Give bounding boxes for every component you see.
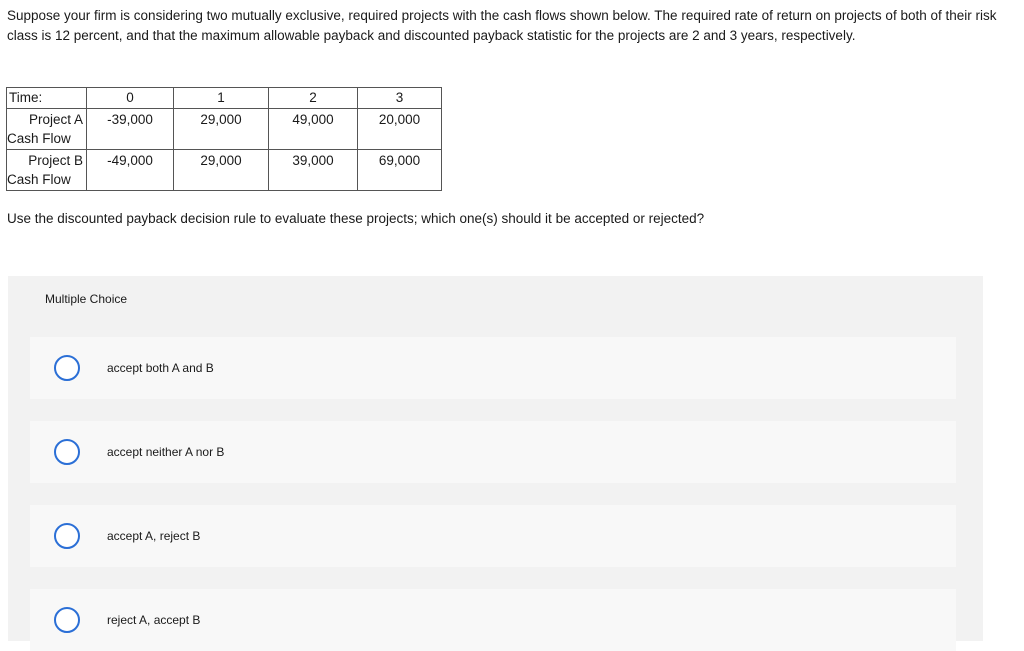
radio-button[interactable] bbox=[54, 523, 80, 549]
cash-flow-cell: 29,000 bbox=[174, 109, 269, 150]
question-text: Suppose your firm is considering two mutually exclusive, required projects with the cash flows shown below. The required rate of return on projects of both of their risk class is 12 percent, and that the maximum allowable payback and discounted payback statistic for the projects are 2 and 3 years, respectively. bbox=[7, 8, 997, 43]
cash-flow-cell: 49,000 bbox=[269, 109, 358, 150]
choice-option[interactable] bbox=[30, 589, 956, 651]
row-label-line: Project B bbox=[28, 153, 83, 168]
choice-option[interactable] bbox=[30, 421, 956, 483]
cash-flow-cell: -39,000 bbox=[87, 109, 174, 150]
table-row bbox=[7, 150, 442, 191]
choice-label[interactable]: accept A, reject B bbox=[107, 529, 201, 543]
radio-button[interactable] bbox=[54, 355, 80, 381]
row-label-line: Cash Flow bbox=[7, 172, 71, 187]
table-row bbox=[7, 109, 442, 150]
time-label: Time: bbox=[7, 88, 87, 109]
row-label-line: Project A bbox=[28, 112, 83, 127]
multiple-choice-header: Multiple Choice bbox=[45, 292, 128, 306]
question-prompt: Use the discounted payback decision rule to evaluate these projects; which one(s) should it be accepted or rejected? bbox=[7, 211, 705, 226]
cash-flow-table bbox=[6, 87, 442, 191]
choice-option[interactable] bbox=[30, 337, 956, 399]
row-label-line: Cash Flow bbox=[7, 131, 71, 146]
cash-flow-cell: 20,000 bbox=[358, 109, 442, 150]
cash-flow-cell: 39,000 bbox=[269, 150, 358, 191]
time-cell: 2 bbox=[269, 88, 358, 109]
choice-label[interactable]: accept both A and B bbox=[107, 361, 214, 375]
cash-flow-cell: 29,000 bbox=[174, 150, 269, 191]
row-label-project-b bbox=[7, 150, 87, 191]
choice-option[interactable] bbox=[30, 505, 956, 567]
table-header-row bbox=[7, 88, 442, 109]
cash-flow-cell: 69,000 bbox=[358, 150, 442, 191]
row-label-project-a bbox=[7, 109, 87, 150]
time-cell: 1 bbox=[174, 88, 269, 109]
choice-label[interactable]: accept neither A nor B bbox=[107, 445, 225, 459]
time-cell: 3 bbox=[358, 88, 442, 109]
multiple-choice-panel bbox=[8, 276, 983, 641]
radio-button[interactable] bbox=[54, 439, 80, 465]
radio-button[interactable] bbox=[54, 607, 80, 633]
choice-label[interactable]: reject A, accept B bbox=[107, 613, 201, 627]
cash-flow-cell: -49,000 bbox=[87, 150, 174, 191]
time-cell: 0 bbox=[87, 88, 174, 109]
